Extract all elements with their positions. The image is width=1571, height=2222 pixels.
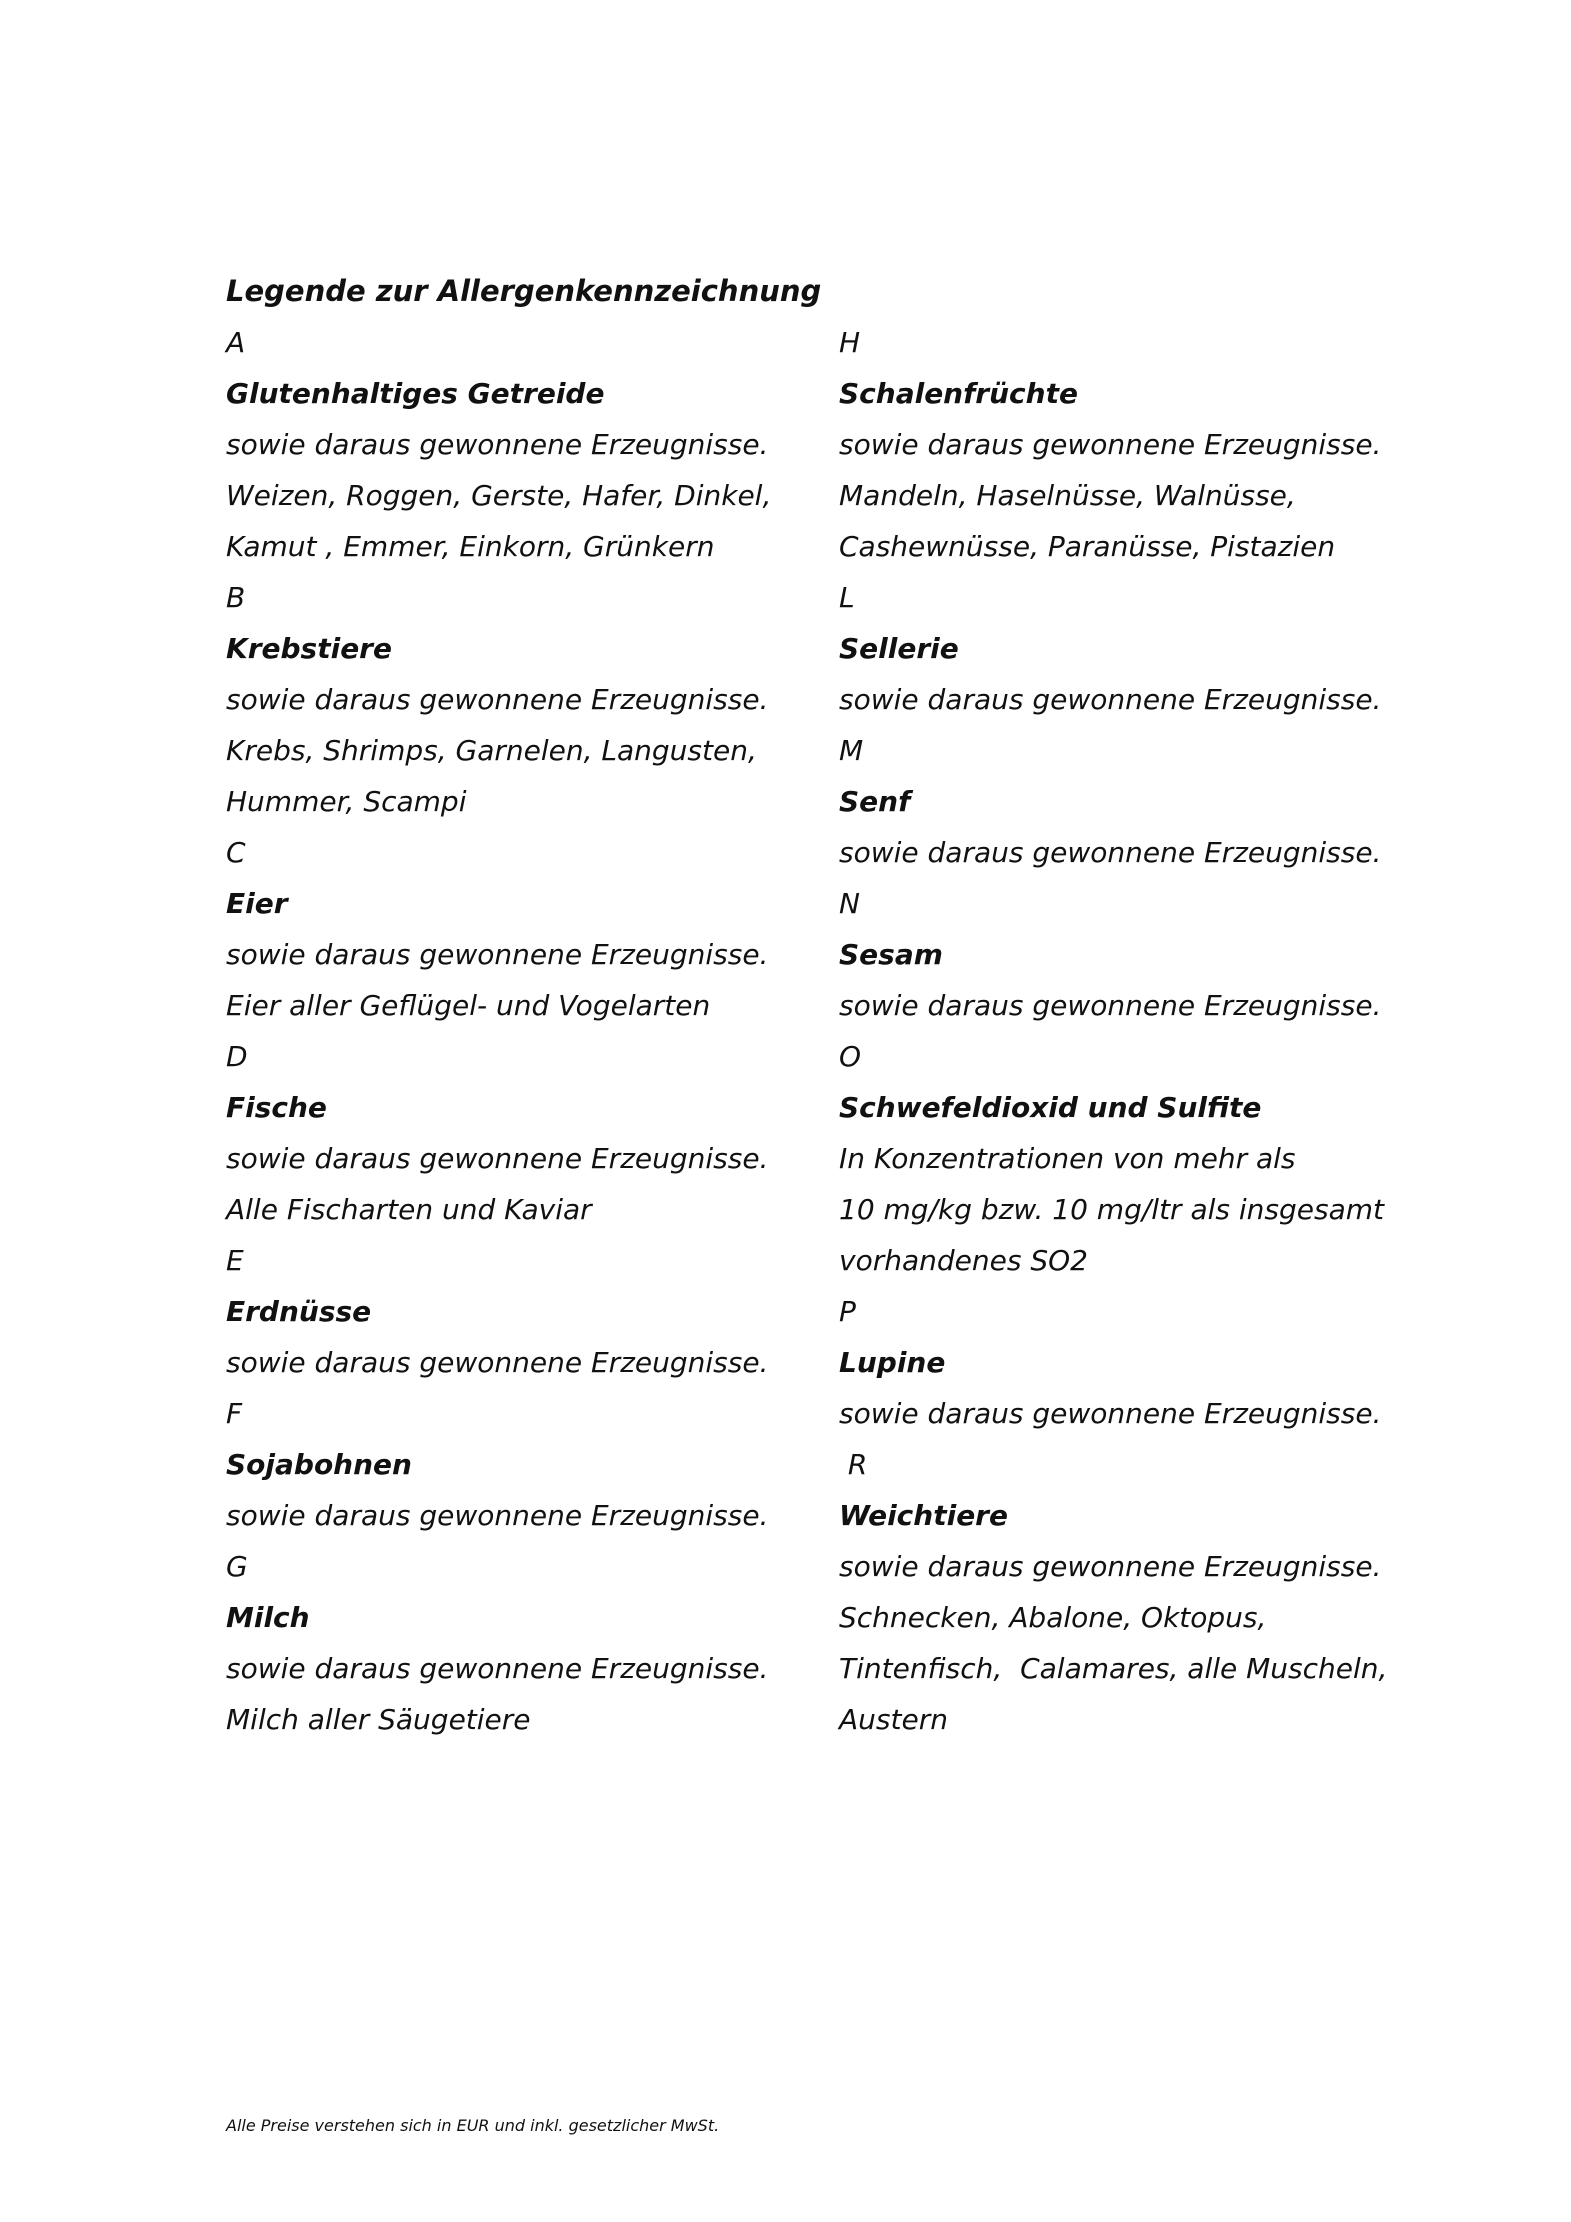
allergen-code: B (226, 581, 246, 614)
allergen-description-line: sowie daraus gewonnene Erzeugnisse. (839, 989, 1382, 1022)
allergen-description-line: sowie daraus gewonnene Erzeugnisse. (226, 1652, 769, 1685)
allergen-description-line: sowie daraus gewonnene Erzeugnisse. (226, 428, 769, 461)
allergen-description-line: Mandeln, Haselnüsse, Walnüsse, (839, 479, 1296, 512)
allergen-description-line: Cashewnüsse, Paranüsse, Pistazien (839, 530, 1336, 563)
right-allergen-column (839, 317, 1479, 1745)
allergen-description-line: sowie daraus gewonnene Erzeugnisse. (226, 1142, 769, 1175)
allergen-description-line: Eier aller Geflügel- und Vogelarten (226, 989, 711, 1022)
allergen-name: Erdnüsse (226, 1295, 372, 1328)
allergen-entry-r (839, 1439, 1479, 1745)
allergen-entry-e (226, 1235, 866, 1388)
allergen-entry-d (226, 1031, 866, 1235)
allergen-entry-o (839, 1031, 1479, 1286)
allergen-code: G (226, 1550, 248, 1583)
price-footer-note: Alle Preise verstehen sich in EUR und inkl. gesetzlicher MwSt. (226, 2116, 720, 2135)
allergen-code: R (839, 1448, 868, 1481)
allergen-description-line: 10 mg/kg bzw. 10 mg/ltr als insgesamt (839, 1193, 1385, 1226)
allergen-description-line: sowie daraus gewonnene Erzeugnisse. (839, 1550, 1382, 1583)
allergen-entry-a (226, 317, 866, 572)
allergen-entry-m (839, 725, 1479, 878)
allergen-code: M (839, 734, 864, 767)
allergen-name: Krebstiere (226, 632, 392, 665)
allergen-code: O (839, 1040, 862, 1073)
allergen-code: P (839, 1295, 856, 1328)
allergen-description-line: Alle Fischarten und Kaviar (226, 1193, 592, 1226)
allergen-name: Senf (839, 785, 911, 818)
allergen-name: Sojabohnen (226, 1448, 412, 1481)
allergen-description-line: sowie daraus gewonnene Erzeugnisse. (839, 683, 1382, 716)
allergen-description-line: Weizen, Roggen, Gerste, Hafer, Dinkel, (226, 479, 772, 512)
allergen-entry-g (226, 1541, 866, 1745)
allergen-name: Schalenfrüchte (839, 377, 1078, 410)
allergen-name: Milch (226, 1601, 310, 1634)
allergen-description-line: sowie daraus gewonnene Erzeugnisse. (226, 1499, 769, 1532)
allergen-description-line: Hummer, Scampi (226, 785, 467, 818)
allergen-code: A (226, 326, 246, 359)
allergen-description-line: sowie daraus gewonnene Erzeugnisse. (226, 938, 769, 971)
allergen-name: Lupine (839, 1346, 946, 1379)
allergen-entry-h (839, 317, 1479, 572)
allergen-description-line: sowie daraus gewonnene Erzeugnisse. (839, 428, 1382, 461)
allergen-entry-c (226, 827, 866, 1031)
allergen-entry-n (839, 878, 1479, 1031)
allergen-description-line: Schnecken, Abalone, Oktopus, (839, 1601, 1267, 1634)
allergen-name: Schwefeldioxid und Sulfite (839, 1091, 1262, 1124)
allergen-name: Fische (226, 1091, 327, 1124)
allergen-entry-l (839, 572, 1479, 725)
allergen-name: Glutenhaltiges Getreide (226, 377, 605, 410)
legend-title: Legende zur Allergenkennzeichnung (226, 274, 822, 308)
allergen-description-line: Krebs, Shrimps, Garnelen, Langusten, (226, 734, 757, 767)
allergen-name: Eier (226, 887, 288, 920)
allergen-description-line: sowie daraus gewonnene Erzeugnisse. (226, 1346, 769, 1379)
allergen-code: D (226, 1040, 248, 1073)
allergen-code: H (839, 326, 861, 359)
allergen-code: N (839, 887, 860, 920)
allergen-description-line: Tintenfisch, Calamares, alle Muscheln, (839, 1652, 1388, 1685)
allergen-name: Sesam (839, 938, 943, 971)
allergen-description-line: vorhandenes SO2 (839, 1244, 1088, 1277)
allergen-description-line: Milch aller Säugetiere (226, 1703, 531, 1736)
allergen-name: Sellerie (839, 632, 959, 665)
allergen-description-line: Kamut , Emmer, Einkorn, Grünkern (226, 530, 715, 563)
allergen-code: C (226, 836, 246, 869)
allergen-code: L (839, 581, 855, 614)
allergen-description-line: sowie daraus gewonnene Erzeugnisse. (839, 836, 1382, 869)
allergen-description-line: sowie daraus gewonnene Erzeugnisse. (226, 683, 769, 716)
allergen-name: Weichtiere (839, 1499, 1008, 1532)
allergen-description-line: Austern (839, 1703, 948, 1736)
left-allergen-column (226, 317, 866, 1745)
allergen-entry-f (226, 1388, 866, 1541)
allergen-code: F (226, 1397, 243, 1430)
allergen-code: E (226, 1244, 244, 1277)
allergen-description-line: sowie daraus gewonnene Erzeugnisse. (839, 1397, 1382, 1430)
allergen-entry-b (226, 572, 866, 827)
allergen-description-line: In Konzentrationen von mehr als (839, 1142, 1296, 1175)
allergen-entry-p (839, 1286, 1479, 1439)
